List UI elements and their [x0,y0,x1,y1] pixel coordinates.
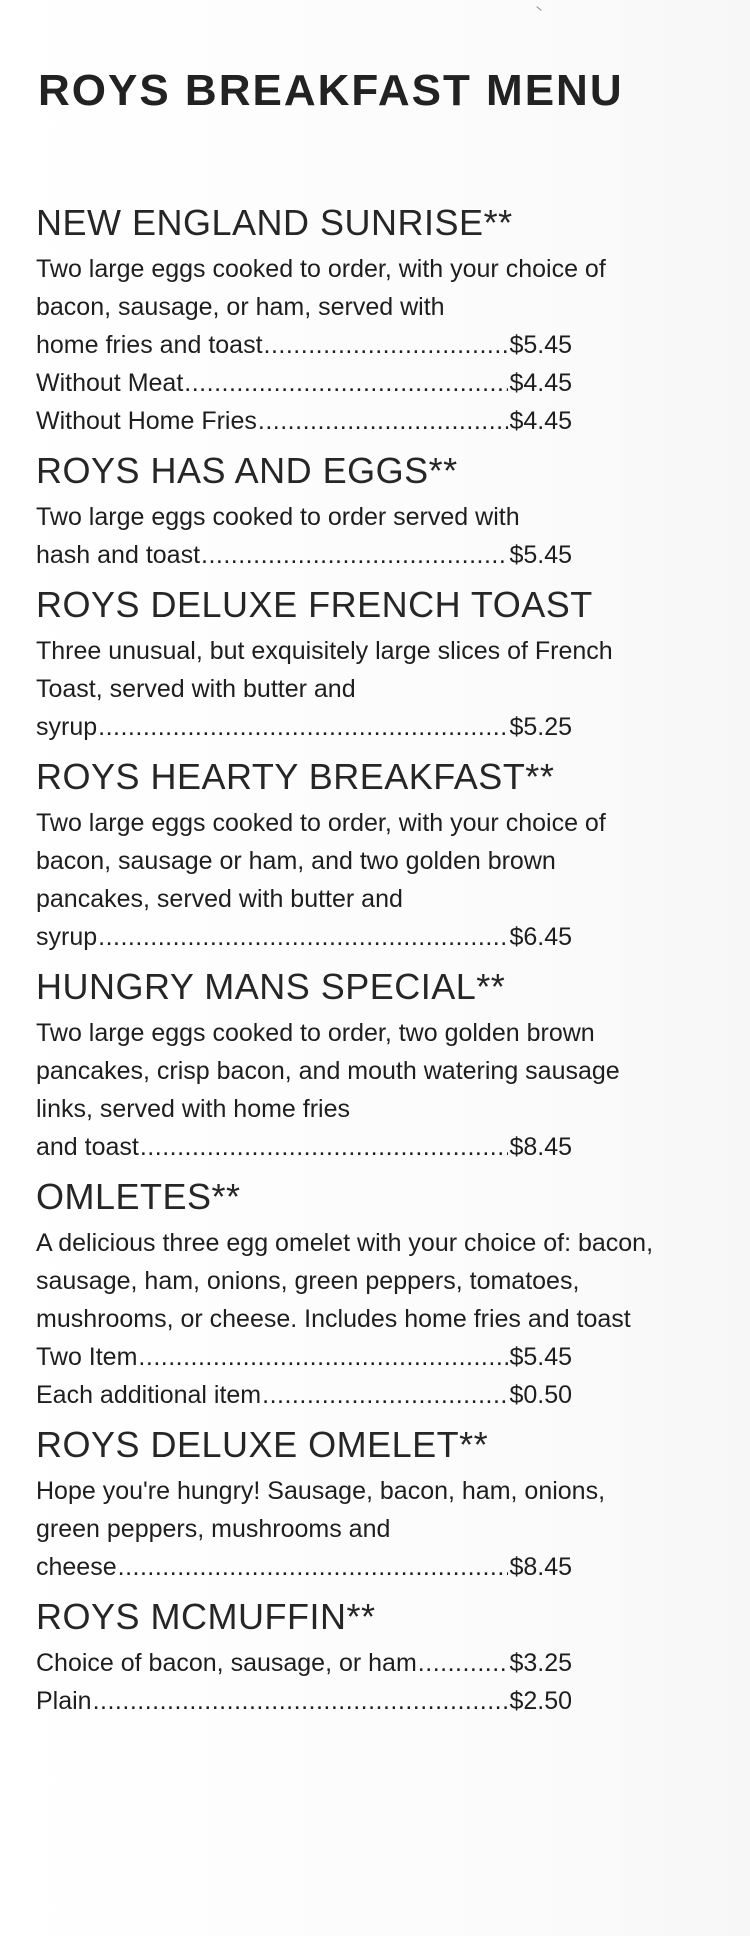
section-description: Two large eggs cooked to order, with your choice of bacon, sausage or ham, and two golden brown pancakes, served with butter and [36,809,606,913]
item-label: syrup [36,713,98,741]
menu-section-omletes [36,1174,656,1414]
menu-section-hungry-mans-special [36,964,656,1166]
item-label: Two Item [36,1343,138,1371]
dot-leader [93,1682,509,1720]
dot-leader [418,1644,509,1682]
price-line [36,1376,572,1414]
scan-speck [536,6,541,11]
item-price: $8.45 [509,1133,572,1161]
item-label: Without Home Fries [36,407,257,435]
item-price: $5.45 [509,541,572,569]
section-description: Two large eggs cooked to order, two golden brown pancakes, crisp bacon, and mouth watering sausage links, served with home fries [36,1019,620,1123]
section-description: Hope you're hungry! Sausage, bacon, ham, onions, green peppers, mushrooms and [36,1477,606,1543]
dot-leader [98,708,508,746]
item-price: $0.50 [509,1381,572,1409]
price-line [36,1644,572,1682]
menu-section-roys-has-and-eggs [36,448,656,574]
price-line [36,1128,572,1166]
price-line [36,364,572,402]
item-price: $5.25 [509,713,572,741]
price-line [36,1682,572,1720]
section-description: Three unusual, but exquisitely large slices of French Toast, served with butter and [36,637,613,703]
dot-leader [138,1338,508,1376]
item-label: Choice of bacon, sausage, or ham [36,1649,417,1677]
section-title: ROYS DELUXE FRENCH TOAST [36,584,593,625]
item-price: $5.45 [509,331,572,359]
dot-leader [264,326,509,364]
section-title: ROYS DELUXE OMELET** [36,1424,489,1465]
menu-section-roys-hearty-breakfast [36,754,656,956]
menu-title: ROYS BREAKFAST MENU [38,66,624,115]
item-label: Plain [36,1687,92,1715]
section-title: NEW ENGLAND SUNRISE** [36,202,513,243]
section-title: ROYS HEARTY BREAKFAST** [36,756,555,797]
price-line [36,326,572,364]
dot-leader [262,1376,508,1414]
item-label: Without Meat [36,369,184,397]
item-price: $2.50 [509,1687,572,1715]
dot-leader [258,402,509,440]
price-line [36,402,572,440]
menu-section-roys-deluxe-omelet [36,1422,656,1586]
item-price: $4.45 [509,407,572,435]
section-description: Two large eggs cooked to order, with your choice of bacon, sausage, or ham, served with [36,255,606,321]
menu-section-roys-deluxe-french-toast [36,582,656,746]
item-price: $6.45 [509,923,572,951]
section-title: HUNGRY MANS SPECIAL** [36,966,506,1007]
section-title: ROYS MCMUFFIN** [36,1596,376,1637]
item-label: home fries and toast [36,331,263,359]
dot-leader [201,536,508,574]
menu-section-new-england-sunrise [36,200,656,440]
dot-leader [98,918,508,956]
menu-content [36,200,656,1728]
item-label: Each additional item [36,1381,262,1409]
dot-leader [184,364,508,402]
dot-leader [140,1128,509,1166]
item-price: $3.25 [509,1649,572,1677]
price-line [36,536,572,574]
section-title: OMLETES** [36,1176,241,1217]
menu-section-roys-mcmuffin [36,1594,656,1720]
price-line [36,918,572,956]
item-price: $8.45 [509,1553,572,1581]
item-label: syrup [36,923,98,951]
section-title: ROYS HAS AND EGGS** [36,450,458,491]
price-line [36,708,572,746]
dot-leader [118,1548,509,1586]
item-label: hash and toast [36,541,201,569]
item-price: $4.45 [509,369,572,397]
price-line [36,1338,572,1376]
section-description: Two large eggs cooked to order served with [36,503,520,531]
item-price: $5.45 [509,1343,572,1371]
item-label: and toast [36,1133,139,1161]
section-description: A delicious three egg omelet with your choice of: bacon, sausage, ham, onions, green peppers, tomatoes, mushrooms, or cheese. Includes home fries and toast [36,1229,654,1333]
price-line [36,1548,572,1586]
item-label: cheese [36,1553,117,1581]
